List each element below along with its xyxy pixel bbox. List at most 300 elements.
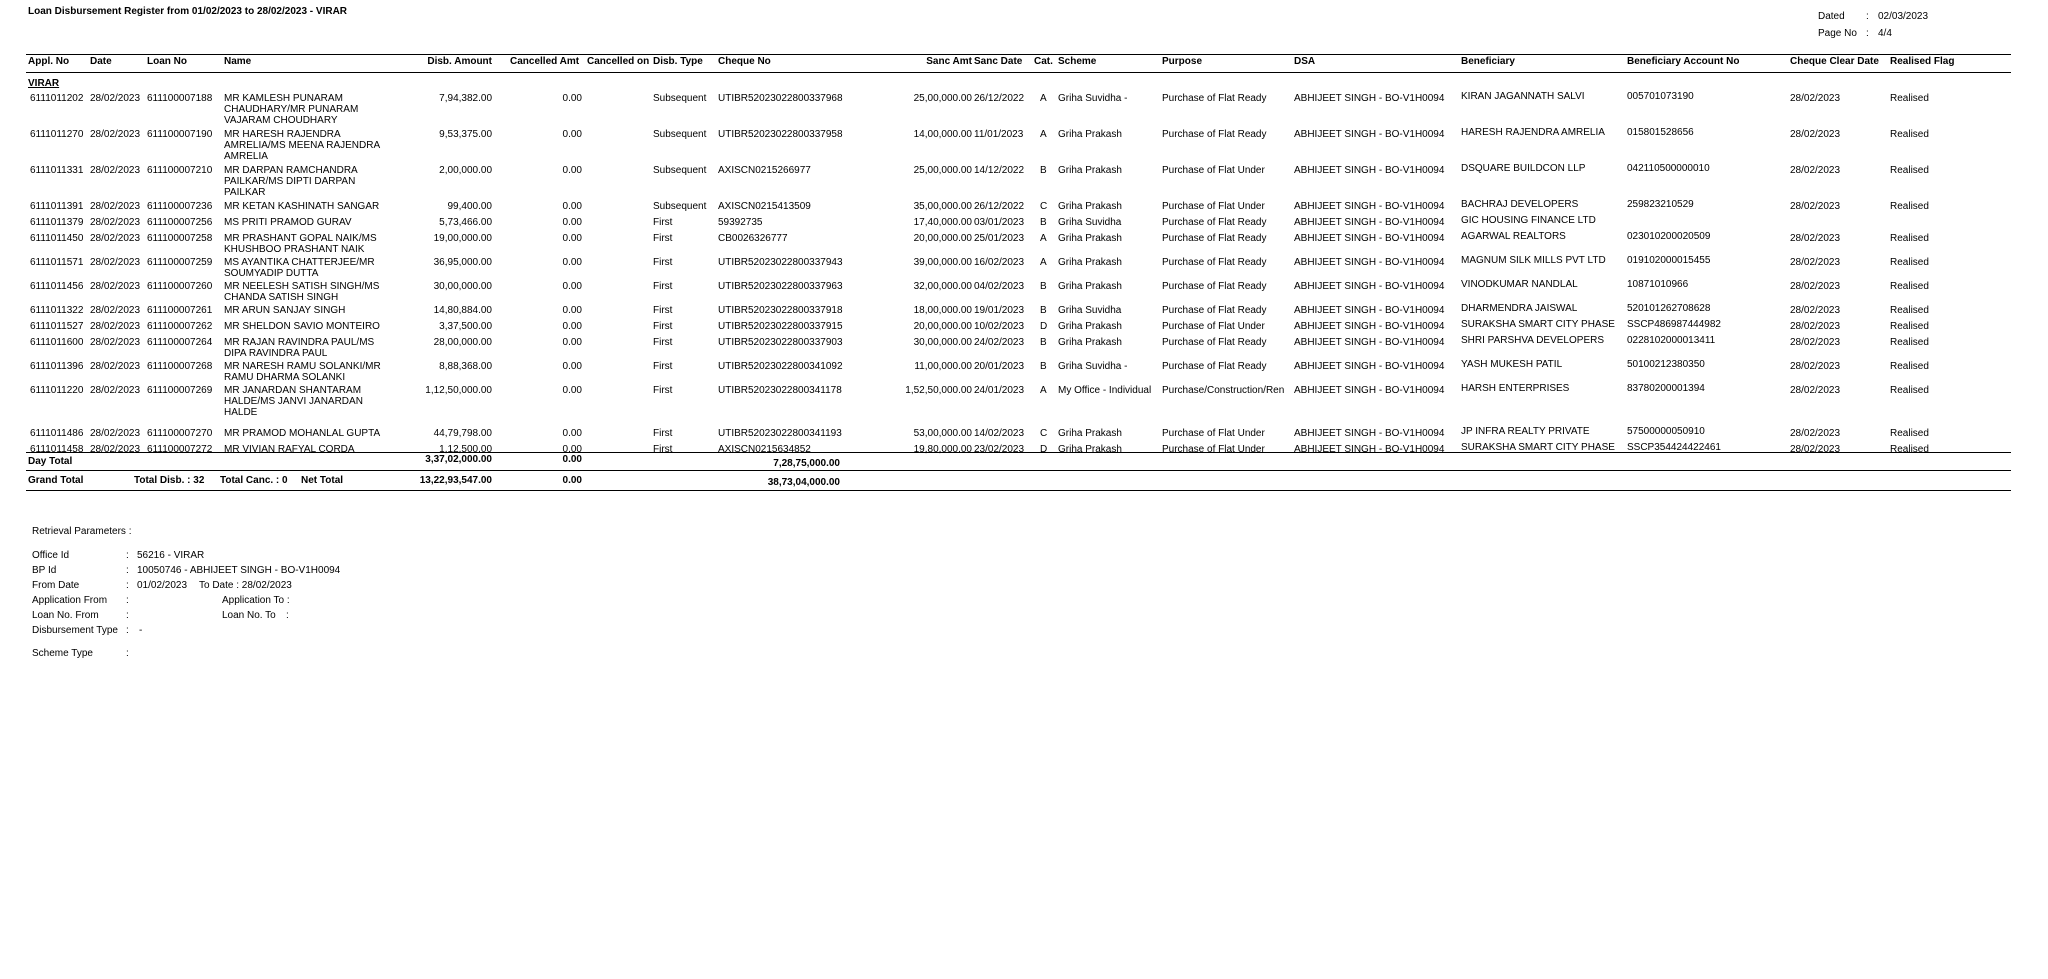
- sanc-amt-cell: 53,00,000.00: [913, 428, 972, 439]
- appl-no-cell: 6111011450: [30, 233, 84, 244]
- dsa-cell: ABHIJEET SINGH - BO-V1H0094: [1294, 201, 1445, 212]
- disb-type-cell: First: [653, 281, 673, 292]
- grand-total-top-rule: [26, 470, 2011, 471]
- sanc-amt-cell: 18,00,000.00: [913, 305, 972, 316]
- dated-value: 02/03/2023: [1878, 11, 1929, 22]
- colon: :: [126, 595, 129, 606]
- cancelled-amt-cell: 0.00: [562, 93, 582, 104]
- column-header: Disb. Type: [653, 56, 703, 67]
- realised-flag-cell: Realised: [1890, 337, 1929, 348]
- purpose-cell: Purchase of Flat Ready: [1162, 93, 1267, 104]
- cheque-no-cell: UTIBR52023022800337918: [718, 305, 843, 316]
- scheme-cell: Griha Prakash: [1058, 444, 1122, 455]
- sanc-date-cell: 24/01/2023: [974, 385, 1025, 396]
- purpose-cell: Purchase of Flat Ready: [1162, 361, 1267, 372]
- sanc-date-cell: 26/12/2022: [974, 93, 1025, 104]
- loan-no-cell: 611100007236: [147, 201, 213, 212]
- loan-no-cell: 611100007190: [147, 129, 213, 140]
- cheque-no-cell: AXISCN0215266977: [718, 165, 811, 176]
- disb-type-cell: First: [653, 337, 673, 348]
- category-cell: D: [1040, 444, 1048, 455]
- name-cell: MR ARUN SANJAY SINGH: [224, 305, 346, 316]
- disb-amount-cell: 2,00,000.00: [439, 165, 492, 176]
- loan-no-cell: 611100007262: [147, 321, 213, 332]
- realised-flag-cell: Realised: [1890, 129, 1929, 140]
- scheme-cell: My Office - Individual: [1058, 385, 1152, 396]
- category-cell: A: [1040, 257, 1047, 268]
- report-title: Loan Disbursement Register from 01/02/2023 to 28/02/2023 - VIRAR: [28, 6, 348, 17]
- cancelled-amt-cell: 0.00: [562, 233, 582, 244]
- beneficiary-cell: KIRAN JAGANNATH SALVI: [1461, 91, 1585, 102]
- cheque-clear-date-cell: 28/02/2023: [1790, 281, 1841, 292]
- beneficiary-cell: DSQUARE BUILDCON LLP: [1461, 163, 1586, 174]
- beneficiary-account-cell: 10871010966: [1627, 279, 1689, 290]
- cancelled-amt-cell: 0.00: [562, 385, 582, 396]
- realised-flag-cell: Realised: [1890, 201, 1929, 212]
- office-heading: VIRAR: [28, 78, 60, 89]
- cheque-no-cell: AXISCN0215413509: [718, 201, 811, 212]
- sanc-amt-cell: 30,00,000.00: [913, 337, 972, 348]
- beneficiary-account-cell: 83780200001394: [1627, 383, 1705, 394]
- column-header: Scheme: [1058, 56, 1097, 67]
- realised-flag-cell: Realised: [1890, 233, 1929, 244]
- sanc-date-cell: 25/01/2023: [974, 233, 1025, 244]
- name-cell: MR PRASHANT GOPAL NAIK/MS KHUSHBOO PRASHANT NAIK: [224, 233, 377, 255]
- page-value: 4/4: [1878, 28, 1892, 39]
- beneficiary-account-cell: SSCP354424422461: [1627, 442, 1721, 453]
- name-cell: MR JANARDAN SHANTARAM HALDE/MS JANVI JANARDAN HALDE: [224, 385, 363, 418]
- cheque-no-cell: UTIBR52023022800337903: [718, 337, 843, 348]
- appl-no-cell: 6111011379: [30, 217, 84, 228]
- cancelled-amt-cell: 0.00: [562, 217, 582, 228]
- from-date-value: 01/02/2023: [137, 580, 188, 591]
- appl-no-cell: 6111011270: [30, 129, 84, 140]
- scheme-cell: Griha Prakash: [1058, 165, 1122, 176]
- cheque-clear-date-cell: 28/02/2023: [1790, 233, 1841, 244]
- purpose-cell: Purchase of Flat Ready: [1162, 217, 1267, 228]
- category-cell: B: [1040, 217, 1047, 228]
- column-header: Cancelled Amt: [510, 56, 580, 67]
- appl-no-cell: 6111011202: [30, 93, 84, 104]
- grand-total-disb: 13,22,93,547.00: [419, 475, 492, 486]
- application-to-label: Application To :: [222, 595, 290, 606]
- sanc-date-cell: 16/02/2023: [974, 257, 1025, 268]
- beneficiary-cell: BACHRAJ DEVELOPERS: [1461, 199, 1579, 210]
- cancelled-amt-cell: 0.00: [562, 428, 582, 439]
- disb-type-cell: First: [653, 217, 673, 228]
- beneficiary-account-cell: 015801528656: [1627, 127, 1694, 138]
- disb-amount-cell: 44,79,798.00: [433, 428, 492, 439]
- realised-flag-cell: Realised: [1890, 257, 1929, 268]
- appl-no-cell: 6111011600: [30, 337, 84, 348]
- disb-amount-cell: 14,80,884.00: [433, 305, 492, 316]
- realised-flag-cell: Realised: [1890, 281, 1929, 292]
- column-header: Beneficiary: [1461, 56, 1515, 67]
- sanc-amt-cell: 39,00,000.00: [913, 257, 972, 268]
- from-date-label: From Date: [32, 580, 80, 591]
- grand-total-label: Grand Total: [28, 475, 84, 486]
- beneficiary-cell: VINODKUMAR NANDLAL: [1461, 279, 1578, 290]
- date-cell: 28/02/2023: [90, 444, 141, 455]
- report-meta: [1818, 8, 1928, 42]
- loan-no-cell: 611100007258: [147, 233, 213, 244]
- dsa-cell: ABHIJEET SINGH - BO-V1H0094: [1294, 428, 1445, 439]
- name-cell: MR RAJAN RAVINDRA PAUL/MS DIPA RAVINDRA PAUL: [224, 337, 375, 359]
- purpose-cell: Purchase of Flat Ready: [1162, 129, 1267, 140]
- date-cell: 28/02/2023: [90, 428, 141, 439]
- loan-no-cell: 611100007210: [147, 165, 213, 176]
- date-cell: 28/02/2023: [90, 233, 141, 244]
- date-cell: 28/02/2023: [90, 129, 141, 140]
- sanc-date-cell: 04/02/2023: [974, 281, 1025, 292]
- column-header: Cheque No: [718, 56, 771, 67]
- cheque-clear-date-cell: 28/02/2023: [1790, 201, 1841, 212]
- cheque-no-cell: UTIBR52023022800341092: [718, 361, 843, 372]
- sanc-date-cell: 23/02/2023: [974, 444, 1025, 455]
- disb-type-cell: First: [653, 361, 673, 372]
- sanc-amt-cell: 19,80,000.00: [913, 444, 972, 455]
- date-cell: 28/02/2023: [90, 385, 141, 396]
- cheque-no-cell: CB0026326777: [718, 233, 788, 244]
- grand-total-sanc: 38,73,04,000.00: [767, 477, 840, 488]
- day-total-label: Day Total: [28, 456, 73, 467]
- name-cell: MS AYANTIKA CHATTERJEE/MR SOUMYADIP DUTTA: [224, 257, 375, 279]
- day-total-canc: 0.00: [562, 454, 582, 465]
- disb-type-cell: First: [653, 321, 673, 332]
- cheque-no-cell: UTIBR52023022800337963: [718, 281, 843, 292]
- sanc-date-cell: 14/02/2023: [974, 428, 1025, 439]
- page-label: Page No: [1818, 28, 1857, 39]
- cheque-no-cell: UTIBR52023022800337943: [718, 257, 843, 268]
- beneficiary-cell: AGARWAL REALTORS: [1461, 231, 1566, 242]
- appl-no-cell: 6111011458: [30, 444, 84, 455]
- cheque-clear-date-cell: 28/02/2023: [1790, 257, 1841, 268]
- scheme-cell: Griha Prakash: [1058, 201, 1122, 212]
- scheme-cell: Griha Suvidha: [1058, 305, 1122, 316]
- appl-no-cell: 6111011571: [30, 257, 84, 268]
- column-header: Name: [224, 56, 252, 67]
- sanc-date-cell: 19/01/2023: [974, 305, 1025, 316]
- cancelled-amt-cell: 0.00: [562, 444, 582, 455]
- disb-amount-cell: 19,00,000.00: [433, 233, 492, 244]
- grand-total-canc-count: Total Canc. : 0: [220, 475, 288, 486]
- sanc-amt-cell: 17,40,000.00: [913, 217, 972, 228]
- cheque-clear-date-cell: 28/02/2023: [1790, 428, 1841, 439]
- cheque-no-cell: UTIBR52023022800341178: [718, 385, 842, 396]
- cheque-clear-date-cell: 28/02/2023: [1790, 337, 1841, 348]
- params-heading: Retrieval Parameters :: [32, 526, 132, 537]
- loan-no-cell: 611100007268: [147, 361, 213, 372]
- loan-no-cell: 611100007260: [147, 281, 213, 292]
- cheque-clear-date-cell: 28/02/2023: [1790, 321, 1841, 332]
- date-cell: 28/02/2023: [90, 165, 141, 176]
- cheque-clear-date-cell: 28/02/2023: [1790, 385, 1841, 396]
- purpose-cell: Purchase of Flat Under: [1162, 201, 1265, 212]
- date-cell: 28/02/2023: [90, 305, 141, 316]
- column-header: Purpose: [1162, 56, 1203, 67]
- grand-total-canc: 0.00: [562, 475, 582, 486]
- cheque-no-cell: UTIBR52023022800337915: [718, 321, 843, 332]
- beneficiary-account-cell: 57500000050910: [1627, 426, 1705, 437]
- dsa-cell: ABHIJEET SINGH - BO-V1H0094: [1294, 233, 1445, 244]
- sanc-amt-cell: 25,00,000.00: [913, 165, 972, 176]
- cheque-clear-date-cell: 28/02/2023: [1790, 165, 1841, 176]
- disb-amount-cell: 36,95,000.00: [433, 257, 492, 268]
- scheme-cell: Griha Prakash: [1058, 281, 1122, 292]
- category-cell: A: [1040, 129, 1047, 140]
- purpose-cell: Purchase of Flat Ready: [1162, 281, 1267, 292]
- purpose-cell: Purchase of Flat Under: [1162, 165, 1265, 176]
- disb-type-cell: First: [653, 385, 673, 396]
- dsa-cell: ABHIJEET SINGH - BO-V1H0094: [1294, 337, 1445, 348]
- appl-no-cell: 6111011527: [30, 321, 84, 332]
- cancelled-amt-cell: 0.00: [562, 305, 582, 316]
- loan-no-cell: 611100007269: [147, 385, 213, 396]
- bp-id-label: BP Id: [32, 565, 57, 576]
- category-cell: B: [1040, 281, 1047, 292]
- cheque-no-cell: UTIBR52023022800337958: [718, 129, 843, 140]
- name-cell: MR NARESH RAMU SOLANKI/MR RAMU DHARMA SOLANKI: [224, 361, 381, 383]
- sanc-date-cell: 26/12/2022: [974, 201, 1025, 212]
- cheque-no-cell: AXISCN0215634852: [718, 444, 811, 455]
- date-cell: 28/02/2023: [90, 257, 141, 268]
- sanc-date-cell: 20/01/2023: [974, 361, 1025, 372]
- cancelled-amt-cell: 0.00: [562, 361, 582, 372]
- purpose-cell: Purchase of Flat Under: [1162, 428, 1265, 439]
- category-cell: D: [1040, 321, 1048, 332]
- column-header: Beneficiary Account No: [1627, 56, 1740, 67]
- date-cell: 28/02/2023: [90, 321, 141, 332]
- beneficiary-cell: GIC HOUSING FINANCE LTD: [1461, 215, 1596, 226]
- office-id-value: 56216 - VIRAR: [137, 550, 205, 561]
- realised-flag-cell: Realised: [1890, 385, 1929, 396]
- dsa-cell: ABHIJEET SINGH - BO-V1H0094: [1294, 281, 1445, 292]
- cancelled-amt-cell: 0.00: [562, 337, 582, 348]
- scheme-cell: Griha Suvidha -: [1058, 93, 1128, 104]
- category-cell: C: [1040, 428, 1048, 439]
- disb-amount-cell: 1,12,500.00: [439, 444, 492, 455]
- grand-total-disb-count: Total Disb. : 32: [134, 475, 205, 486]
- disb-amount-cell: 30,00,000.00: [433, 281, 492, 292]
- cancelled-amt-cell: 0.00: [562, 201, 582, 212]
- sanc-amt-cell: 20,00,000.00: [913, 233, 972, 244]
- column-header: Cancelled on: [587, 56, 650, 67]
- date-cell: 28/02/2023: [90, 337, 141, 348]
- column-header: Loan No: [147, 56, 187, 67]
- appl-no-cell: 6111011331: [30, 165, 84, 176]
- realised-flag-cell: Realised: [1890, 305, 1929, 316]
- day-total-disb: 3,37,02,000.00: [425, 454, 492, 465]
- sanc-date-cell: 10/02/2023: [974, 321, 1025, 332]
- disb-type-cell: Subsequent: [653, 93, 707, 104]
- sanc-date-cell: 24/02/2023: [974, 337, 1025, 348]
- cheque-no-cell: UTIBR52023022800337968: [718, 93, 843, 104]
- appl-no-cell: 6111011456: [30, 281, 84, 292]
- disb-amount-cell: 99,400.00: [447, 201, 492, 212]
- realised-flag-cell: Realised: [1890, 444, 1929, 455]
- column-header: Realised Flag: [1890, 56, 1955, 67]
- dsa-cell: ABHIJEET SINGH - BO-V1H0094: [1294, 321, 1445, 332]
- loan-no-cell: 611100007256: [147, 217, 213, 228]
- name-cell: MR DARPAN RAMCHANDRA PAILKAR/MS DIPTI DARPAN PAILKAR: [224, 165, 358, 198]
- dsa-cell: ABHIJEET SINGH - BO-V1H0094: [1294, 257, 1445, 268]
- name-cell: MR NEELESH SATISH SINGH/MS CHANDA SATISH SINGH: [224, 281, 380, 303]
- disb-amount-cell: 28,00,000.00: [433, 337, 492, 348]
- scheme-cell: Griha Prakash: [1058, 129, 1122, 140]
- colon: :: [1866, 11, 1869, 22]
- cheque-clear-date-cell: 28/02/2023: [1790, 305, 1841, 316]
- cheque-clear-date-cell: 28/02/2023: [1790, 93, 1841, 104]
- sanc-amt-cell: 25,00,000.00: [913, 93, 972, 104]
- name-cell: MR HARESH RAJENDRA AMRELIA/MS MEENA RAJENDRA AMRELIA: [224, 129, 380, 162]
- sanc-amt-cell: 11,00,000.00: [914, 361, 972, 372]
- application-from-label: Application From: [32, 595, 108, 606]
- name-cell: MR SHELDON SAVIO MONTEIRO: [224, 321, 380, 332]
- appl-no-cell: 6111011322: [30, 305, 84, 316]
- scheme-cell: Griha Prakash: [1058, 321, 1122, 332]
- sanc-amt-cell: 20,00,000.00: [913, 321, 972, 332]
- colon: :: [126, 550, 129, 561]
- cheque-clear-date-cell: 28/02/2023: [1790, 361, 1841, 372]
- scheme-cell: Griha Prakash: [1058, 257, 1122, 268]
- beneficiary-cell: YASH MUKESH PATIL: [1461, 359, 1563, 370]
- date-cell: 28/02/2023: [90, 281, 141, 292]
- dsa-cell: ABHIJEET SINGH - BO-V1H0094: [1294, 93, 1445, 104]
- purpose-cell: Purchase of Flat Ready: [1162, 337, 1267, 348]
- sanc-amt-cell: 32,00,000.00: [913, 281, 972, 292]
- loan-no-cell: 611100007264: [147, 337, 213, 348]
- category-cell: A: [1040, 385, 1047, 396]
- dated-label: Dated: [1818, 11, 1845, 22]
- date-cell: 28/02/2023: [90, 217, 141, 228]
- beneficiary-account-cell: 50100212380350: [1627, 359, 1705, 370]
- sanc-amt-cell: 14,00,000.00: [913, 129, 972, 140]
- beneficiary-cell: SHRI PARSHVA DEVELOPERS: [1461, 335, 1605, 346]
- date-cell: 28/02/2023: [90, 93, 141, 104]
- realised-flag-cell: Realised: [1890, 361, 1929, 372]
- category-cell: B: [1040, 337, 1047, 348]
- column-header: Disb. Amount: [427, 56, 492, 67]
- grand-total-net-label: Net Total: [301, 475, 344, 486]
- beneficiary-account-cell: 042110500000010: [1627, 163, 1710, 174]
- loan-no-cell: 611100007188: [147, 93, 213, 104]
- disb-amount-cell: 3,37,500.00: [439, 321, 492, 332]
- appl-no-cell: 6111011220: [30, 385, 84, 396]
- scheme-cell: Griha Prakash: [1058, 428, 1122, 439]
- column-header: Sanc Date: [974, 56, 1023, 67]
- beneficiary-account-cell: 259823210529: [1627, 199, 1694, 210]
- loan-no-cell: 611100007270: [147, 428, 213, 439]
- beneficiary-cell: MAGNUM SILK MILLS PVT LTD: [1461, 255, 1606, 266]
- dsa-cell: ABHIJEET SINGH - BO-V1H0094: [1294, 361, 1445, 372]
- category-cell: C: [1040, 201, 1048, 212]
- sanc-date-cell: 14/12/2022: [974, 165, 1025, 176]
- disb-type-cell: First: [653, 257, 673, 268]
- category-cell: B: [1040, 361, 1047, 372]
- column-header: Cheque Clear Date: [1790, 56, 1879, 67]
- cancelled-amt-cell: 0.00: [562, 321, 582, 332]
- scheme-cell: Griha Suvidha -: [1058, 361, 1128, 372]
- beneficiary-account-cell: 019102000015455: [1627, 255, 1711, 266]
- colon: :: [126, 610, 129, 621]
- loan-no-from-label: Loan No. From: [32, 610, 99, 621]
- category-cell: A: [1040, 233, 1047, 244]
- disb-type-cell: Subsequent: [653, 129, 707, 140]
- realised-flag-cell: Realised: [1890, 93, 1929, 104]
- name-cell: MR KAMLESH PUNARAM CHAUDHARY/MR PUNARAM VAJARAM CHOUDHARY: [224, 93, 359, 126]
- disb-amount-cell: 7,94,382.00: [439, 93, 492, 104]
- beneficiary-cell: HARSH ENTERPRISES: [1461, 383, 1570, 394]
- disb-type-cell: First: [653, 233, 673, 244]
- to-date-label: To Date : 28/02/2023: [199, 580, 292, 591]
- column-header: Cat.: [1034, 56, 1053, 67]
- beneficiary-account-cell: 005701073190: [1627, 91, 1694, 102]
- colon: :: [126, 625, 129, 636]
- beneficiary-cell: HARESH RAJENDRA AMRELIA: [1461, 127, 1605, 138]
- disb-type-cell: Subsequent: [653, 165, 707, 176]
- beneficiary-cell: SURAKSHA SMART CITY PHASE: [1461, 319, 1615, 330]
- name-cell: MR PRAMOD MOHANLAL GUPTA: [224, 428, 381, 439]
- disb-type-cell: Subsequent: [653, 201, 707, 212]
- cancelled-amt-cell: 0.00: [562, 129, 582, 140]
- sanc-date-cell: 03/01/2023: [974, 217, 1025, 228]
- dsa-cell: ABHIJEET SINGH - BO-V1H0094: [1294, 165, 1445, 176]
- cheque-clear-date-cell: 28/02/2023: [1790, 129, 1841, 140]
- category-cell: A: [1040, 93, 1047, 104]
- column-header: Appl. No: [28, 56, 70, 67]
- disb-type-cell: First: [653, 428, 673, 439]
- name-cell: MS PRITI PRAMOD GURAV: [224, 217, 352, 228]
- loan-no-cell: 611100007272: [147, 444, 213, 455]
- cheque-no-cell: UTIBR52023022800341193: [718, 428, 842, 439]
- loan-no-cell: 611100007261: [147, 305, 213, 316]
- purpose-cell: Purchase of Flat Ready: [1162, 257, 1267, 268]
- beneficiary-account-cell: 023010200020509: [1627, 231, 1711, 242]
- beneficiary-cell: SURAKSHA SMART CITY PHASE: [1461, 442, 1615, 453]
- office-id-label: Office Id: [32, 550, 70, 561]
- day-total-sanc: 7,28,75,000.00: [773, 458, 840, 469]
- loan-no-cell: 611100007259: [147, 257, 213, 268]
- appl-no-cell: 6111011486: [30, 428, 84, 439]
- sanc-amt-cell: 1,52,50,000.00: [905, 385, 972, 396]
- purpose-cell: Purchase/Construction/Ren: [1162, 385, 1285, 396]
- disbursement-type-value: -: [139, 625, 143, 636]
- scheme-cell: Griha Suvidha: [1058, 217, 1122, 228]
- disb-type-cell: First: [653, 444, 673, 455]
- category-cell: B: [1040, 165, 1047, 176]
- colon: :: [1866, 28, 1869, 39]
- bp-id-value: 10050746 - ABHIJEET SINGH - BO-V1H0094: [137, 565, 341, 576]
- beneficiary-cell: JP INFRA REALTY PRIVATE: [1461, 426, 1590, 437]
- cancelled-amt-cell: 0.00: [562, 165, 582, 176]
- purpose-cell: Purchase of Flat Under: [1162, 321, 1265, 332]
- purpose-cell: Purchase of Flat Ready: [1162, 233, 1267, 244]
- cheque-no-cell: 59392735: [718, 217, 763, 228]
- name-cell: MR KETAN KASHINATH SANGAR: [224, 201, 380, 212]
- colon: :: [126, 648, 129, 659]
- cheque-clear-date-cell: 28/02/2023: [1790, 444, 1841, 455]
- disbursement-type-label: Disbursement Type: [32, 625, 118, 636]
- disb-amount-cell: 1,12,50,000.00: [425, 385, 492, 396]
- cancelled-amt-cell: 0.00: [562, 257, 582, 268]
- name-cell: MR VIVIAN RAFYAL CORDA: [224, 444, 355, 455]
- header-bottom-rule: [26, 72, 2011, 73]
- beneficiary-account-cell: SSCP486987444982: [1627, 319, 1721, 330]
- colon: :: [286, 610, 289, 621]
- dsa-cell: ABHIJEET SINGH - BO-V1H0094: [1294, 217, 1445, 228]
- appl-no-cell: 6111011391: [30, 201, 84, 212]
- grand-total-bottom-rule: [26, 490, 2011, 491]
